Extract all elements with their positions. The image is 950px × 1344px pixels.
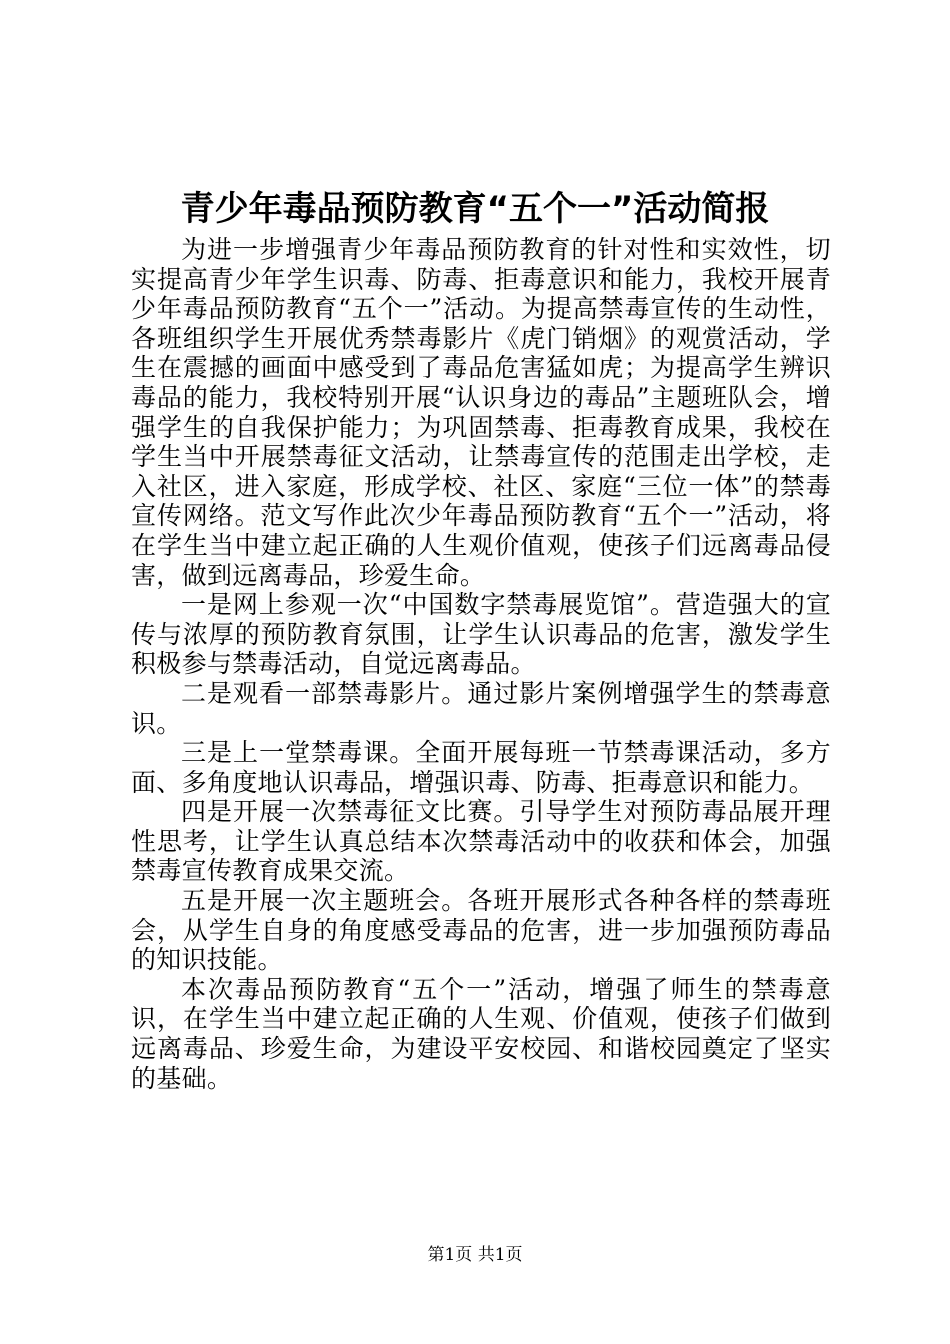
activity-two-paragraph: 二是观看一部禁毒影片。通过影片案例增强学生的禁毒意识。 [131, 678, 831, 738]
activity-four-paragraph: 四是开展一次禁毒征文比赛。引导学生对预防毒品展开理性思考，让学生认真总结本次禁毒活动中的收获和体会，加强禁毒宣传教育成果交流。 [131, 797, 831, 886]
document-body [131, 235, 831, 1093]
conclusion-paragraph: 本次毒品预防教育“五个一”活动，增强了师生的禁毒意识，在学生当中建立起正确的人生观、价值观，使孩子们做到远离毒品、珍爱生命，为建设平安校园、和谐校园奠定了坚实的基础。 [131, 974, 831, 1093]
activity-three-paragraph: 三是上一堂禁毒课。全面开展每班一节禁毒课活动，多方面、多角度地认识毒品，增强识毒、防毒、拒毒意识和能力。 [131, 738, 831, 797]
intro-paragraph: 为进一步增强青少年毒品预防教育的针对性和实效性，切实提高青少年学生识毒、防毒、拒毒意识和能力，我校开展青少年毒品预防教育“五个一”活动。为提高禁毒宣传的生动性，各班组织学生开展优秀禁毒影片《虎门销烟》的观赏活动，学生在震撼的画面中感受到了毒品危害猛如虎；为提高学生辨识毒品的能力，我校特别开展“认识身边的毒品”主题班队会，增强学生的自我保护能力；为巩固禁毒、拒毒教育成果，我校在学生当中开展禁毒征文活动，让禁毒宣传的范围走出学校，走入社区，进入家庭，形成学校、社区、家庭“三位一体”的禁毒宣传网络。范文写作此次少年毒品预防教育“五个一”活动，将在学生当中建立起正确的人生观价值观，使孩子们远离毒品侵害，做到远离毒品，珍爱生命。 [131, 235, 831, 590]
activity-five-paragraph: 五是开展一次主题班会。各班开展形式各种各样的禁毒班会，从学生自身的角度感受毒品的危害，进一步加强预防毒品的知识技能。 [131, 886, 831, 975]
activity-one-paragraph: 一是网上参观一次“中国数字禁毒展览馆”。营造强大的宣传与浓厚的预防教育氛围，让学生认识毒品的危害，激发学生积极参与禁毒活动，自觉远离毒品。 [131, 590, 831, 679]
page-footer: 第1页 共1页 [427, 1245, 523, 1265]
page-title: 青少年毒品预防教育“五个一”活动简报 [180, 189, 770, 229]
